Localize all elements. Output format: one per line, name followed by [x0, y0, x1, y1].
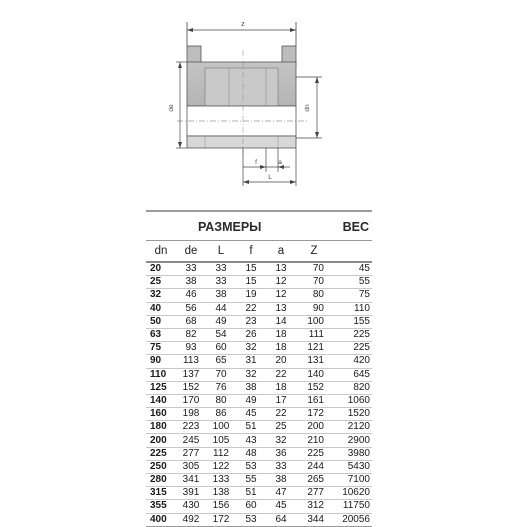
- column-header-row: [146, 241, 372, 262]
- l-label: L: [268, 174, 272, 181]
- table-row: [146, 315, 372, 328]
- cell-dn: 40: [146, 302, 176, 315]
- table-row: [146, 460, 372, 473]
- table-row: [146, 262, 372, 276]
- table-row: [146, 434, 372, 447]
- cell-a: 47: [266, 487, 296, 500]
- column-header-dn: dn: [146, 241, 176, 262]
- table-row: [146, 342, 372, 355]
- table-row: [146, 447, 372, 460]
- cell-f: 51: [236, 487, 266, 500]
- cell-f: 15: [236, 262, 266, 276]
- cell-de: 305: [176, 460, 206, 473]
- column-header-z: Z: [296, 241, 332, 262]
- cell-weight: 2900: [332, 434, 372, 447]
- cell-de: 38: [176, 276, 206, 289]
- cell-z: 225: [296, 447, 332, 460]
- cell-z: 344: [296, 513, 332, 526]
- cell-a: 45: [266, 500, 296, 513]
- cell-de: 82: [176, 328, 206, 341]
- cell-z: 131: [296, 355, 332, 368]
- column-header-a: a: [266, 241, 296, 262]
- cell-a: 22: [266, 368, 296, 381]
- cell-de: 341: [176, 474, 206, 487]
- cell-weight: 5430: [332, 460, 372, 473]
- cell-dn: 355: [146, 500, 176, 513]
- table-row: [146, 408, 372, 421]
- cell-z: 265: [296, 474, 332, 487]
- cell-l: 49: [206, 315, 236, 328]
- cell-z: 111: [296, 328, 332, 341]
- cell-z: 90: [296, 302, 332, 315]
- cell-dn: 140: [146, 394, 176, 407]
- cell-dn: 280: [146, 474, 176, 487]
- cell-l: 70: [206, 368, 236, 381]
- dn-label: dn: [304, 104, 311, 112]
- cell-l: 33: [206, 262, 236, 276]
- cell-weight: 1060: [332, 394, 372, 407]
- cell-de: 245: [176, 434, 206, 447]
- cell-z: 312: [296, 500, 332, 513]
- table-top-rule: [146, 210, 372, 212]
- cell-weight: 45: [332, 262, 372, 276]
- cell-a: 13: [266, 262, 296, 276]
- cell-z: 70: [296, 262, 332, 276]
- cell-de: 93: [176, 342, 206, 355]
- table-row: [146, 394, 372, 407]
- fitting-drawing: [0, 0, 526, 210]
- cell-a: 36: [266, 447, 296, 460]
- column-header-weight: [332, 241, 372, 262]
- cell-de: 56: [176, 302, 206, 315]
- cell-l: 44: [206, 302, 236, 315]
- cell-a: 17: [266, 394, 296, 407]
- cell-dn: 160: [146, 408, 176, 421]
- cell-z: 121: [296, 342, 332, 355]
- cell-dn: 180: [146, 421, 176, 434]
- cell-l: 86: [206, 408, 236, 421]
- cell-de: 391: [176, 487, 206, 500]
- cell-z: 152: [296, 381, 332, 394]
- cell-l: 38: [206, 289, 236, 302]
- cell-z: 210: [296, 434, 332, 447]
- cell-weight: 225: [332, 328, 372, 341]
- cell-f: 53: [236, 460, 266, 473]
- cell-dn: 20: [146, 262, 176, 276]
- cell-weight: 110: [332, 302, 372, 315]
- cell-a: 38: [266, 474, 296, 487]
- cell-f: 32: [236, 368, 266, 381]
- cell-l: 112: [206, 447, 236, 460]
- cell-weight: 7100: [332, 474, 372, 487]
- de-label: de: [168, 104, 175, 112]
- cell-z: 140: [296, 368, 332, 381]
- table-row: [146, 513, 372, 526]
- cell-dn: 200: [146, 434, 176, 447]
- cell-a: 14: [266, 315, 296, 328]
- table-body: [146, 262, 372, 526]
- cell-l: 100: [206, 421, 236, 434]
- cell-dn: 25: [146, 276, 176, 289]
- cell-de: 113: [176, 355, 206, 368]
- cell-z: 100: [296, 315, 332, 328]
- cell-l: 105: [206, 434, 236, 447]
- dimensions-table-block: [146, 210, 372, 527]
- table-section-header: [146, 218, 372, 236]
- cell-dn: 90: [146, 355, 176, 368]
- cell-f: 53: [236, 513, 266, 526]
- cell-z: 70: [296, 276, 332, 289]
- cell-a: 18: [266, 328, 296, 341]
- f-label: f: [255, 159, 257, 166]
- cell-de: 46: [176, 289, 206, 302]
- cell-weight: 10620: [332, 487, 372, 500]
- cell-de: 430: [176, 500, 206, 513]
- cell-a: 12: [266, 289, 296, 302]
- table-row: [146, 487, 372, 500]
- cell-weight: 225: [332, 342, 372, 355]
- cell-l: 172: [206, 513, 236, 526]
- cell-de: 198: [176, 408, 206, 421]
- cell-l: 65: [206, 355, 236, 368]
- weight-header: ВЕС: [342, 220, 369, 234]
- cell-f: 48: [236, 447, 266, 460]
- cell-dn: 63: [146, 328, 176, 341]
- cell-l: 80: [206, 394, 236, 407]
- cell-a: 25: [266, 421, 296, 434]
- cell-dn: 110: [146, 368, 176, 381]
- cell-a: 20: [266, 355, 296, 368]
- cell-a: 18: [266, 381, 296, 394]
- cell-dn: 125: [146, 381, 176, 394]
- cell-dn: 50: [146, 315, 176, 328]
- cell-a: 64: [266, 513, 296, 526]
- de-dimension: [176, 62, 187, 148]
- cell-z: 277: [296, 487, 332, 500]
- cell-dn: 75: [146, 342, 176, 355]
- cell-z: 161: [296, 394, 332, 407]
- cell-dn: 32: [146, 289, 176, 302]
- cell-de: 68: [176, 315, 206, 328]
- table-row: [146, 328, 372, 341]
- cell-weight: 20056: [332, 513, 372, 526]
- cell-weight: 420: [332, 355, 372, 368]
- cell-weight: 820: [332, 381, 372, 394]
- cell-l: 76: [206, 381, 236, 394]
- cell-weight: 11750: [332, 500, 372, 513]
- cell-l: 156: [206, 500, 236, 513]
- table-row: [146, 289, 372, 302]
- cell-weight: 155: [332, 315, 372, 328]
- cell-a: 22: [266, 408, 296, 421]
- column-header-l: L: [206, 241, 236, 262]
- cell-f: 49: [236, 394, 266, 407]
- cell-de: 492: [176, 513, 206, 526]
- cell-de: 170: [176, 394, 206, 407]
- table-row: [146, 500, 372, 513]
- cell-weight: 55: [332, 276, 372, 289]
- cell-f: 31: [236, 355, 266, 368]
- cell-weight: 3980: [332, 447, 372, 460]
- cell-l: 122: [206, 460, 236, 473]
- cell-dn: 250: [146, 460, 176, 473]
- cell-weight: 1520: [332, 408, 372, 421]
- table-row: [146, 368, 372, 381]
- cell-a: 12: [266, 276, 296, 289]
- cell-de: 277: [176, 447, 206, 460]
- cell-de: 33: [176, 262, 206, 276]
- dimensions-header: РАЗМЕРЫ: [198, 220, 262, 234]
- cell-l: 133: [206, 474, 236, 487]
- cell-f: 51: [236, 421, 266, 434]
- cell-l: 33: [206, 276, 236, 289]
- table-row: [146, 381, 372, 394]
- table-row: [146, 276, 372, 289]
- cell-a: 33: [266, 460, 296, 473]
- cell-z: 200: [296, 421, 332, 434]
- cell-f: 15: [236, 276, 266, 289]
- cell-a: 13: [266, 302, 296, 315]
- cell-l: 138: [206, 487, 236, 500]
- column-header-f: f: [236, 241, 266, 262]
- cell-f: 45: [236, 408, 266, 421]
- cell-dn: 225: [146, 447, 176, 460]
- cell-l: 54: [206, 328, 236, 341]
- cell-f: 55: [236, 474, 266, 487]
- z-label: z: [241, 21, 245, 28]
- cell-z: 172: [296, 408, 332, 421]
- cell-weight: 75: [332, 289, 372, 302]
- cell-f: 26: [236, 328, 266, 341]
- cell-f: 32: [236, 342, 266, 355]
- table-row: [146, 355, 372, 368]
- cell-a: 18: [266, 342, 296, 355]
- fitting-body: [187, 46, 296, 148]
- cell-de: 137: [176, 368, 206, 381]
- a-label: a: [278, 159, 282, 166]
- cell-f: 22: [236, 302, 266, 315]
- column-header-de: de: [176, 241, 206, 262]
- cell-dn: 315: [146, 487, 176, 500]
- cell-f: 23: [236, 315, 266, 328]
- table-row: [146, 302, 372, 315]
- cell-f: 60: [236, 500, 266, 513]
- cell-f: 19: [236, 289, 266, 302]
- cell-z: 244: [296, 460, 332, 473]
- cell-weight: 645: [332, 368, 372, 381]
- cell-de: 223: [176, 421, 206, 434]
- cell-a: 32: [266, 434, 296, 447]
- cell-f: 38: [236, 381, 266, 394]
- dimensions-table: [146, 241, 372, 527]
- table-row: [146, 421, 372, 434]
- cell-dn: 400: [146, 513, 176, 526]
- cell-z: 80: [296, 289, 332, 302]
- cell-l: 60: [206, 342, 236, 355]
- cell-f: 43: [236, 434, 266, 447]
- cell-de: 152: [176, 381, 206, 394]
- cell-weight: 2120: [332, 421, 372, 434]
- table-row: [146, 474, 372, 487]
